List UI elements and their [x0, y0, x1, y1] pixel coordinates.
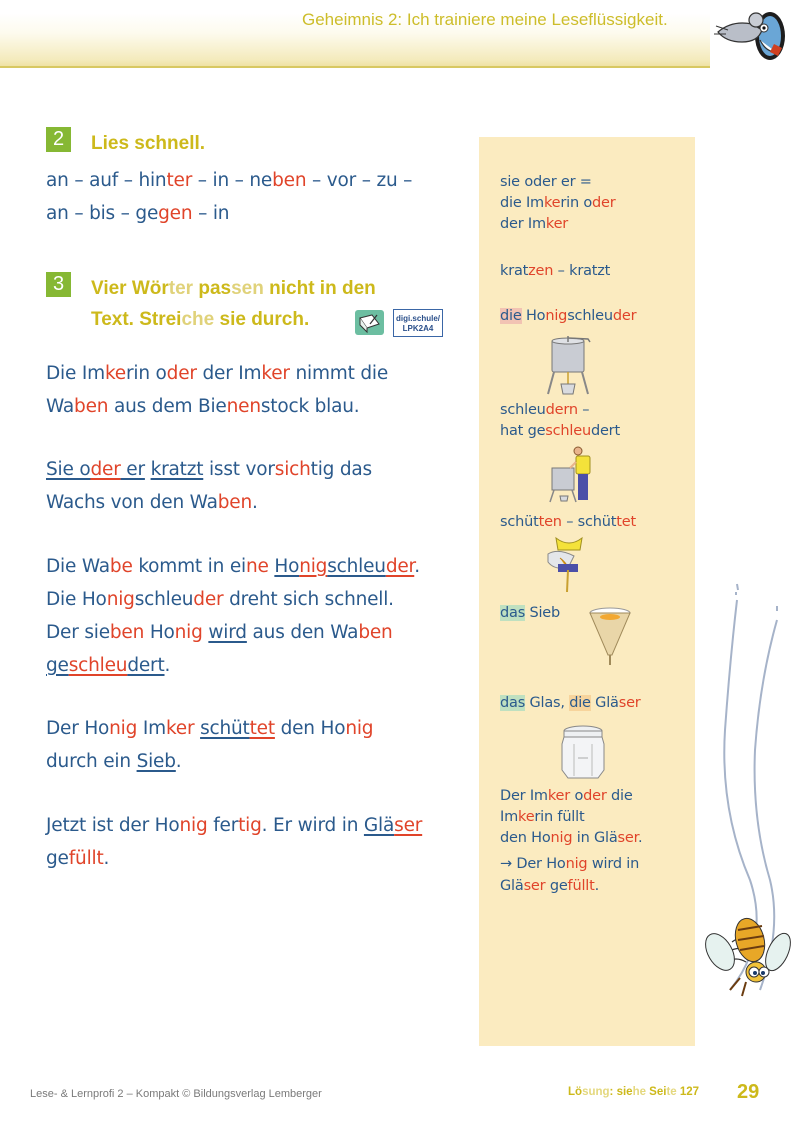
text-segment: tig das	[310, 459, 372, 480]
text-segment: hat ge	[500, 423, 546, 439]
text-segment: den Ho	[500, 830, 551, 846]
mouse-mascot-icon	[712, 6, 788, 62]
honey-jar-image	[560, 724, 606, 780]
text-segment: nig	[179, 815, 208, 836]
text-segment: dert	[127, 655, 165, 676]
text-segment: nig	[545, 308, 568, 324]
text-segment: .	[251, 492, 258, 513]
text-segment: – vor – zu –	[306, 170, 413, 191]
text-segment: rin o	[560, 195, 593, 211]
text-segment: Die Wa	[46, 556, 110, 577]
pouring-honey-image	[544, 536, 594, 594]
text-segment: der	[385, 556, 415, 577]
text-segment: schüt	[200, 718, 250, 739]
side-panel-line	[500, 603, 560, 624]
text-segment: gen	[158, 203, 193, 224]
link-label-line-1: digi.schule/	[395, 314, 440, 323]
text-segment: . Er wird in	[261, 815, 364, 836]
text-segment: ser	[618, 695, 641, 711]
text-segment: ser	[394, 815, 423, 836]
link-label-line-2: LPK2A4	[402, 324, 434, 333]
text-segment: Glä	[590, 695, 619, 711]
text-segment: Wa	[46, 396, 75, 417]
text-segment: –	[577, 402, 590, 418]
text-line	[46, 396, 359, 417]
text-line	[46, 622, 393, 643]
text-segment: ker	[545, 216, 569, 232]
text-segment: den Ho	[274, 718, 346, 739]
digital-resource-link[interactable]	[393, 309, 443, 337]
text-segment: rin o	[125, 363, 167, 384]
text-segment: ne	[245, 556, 269, 577]
text-segment: rin füllt	[534, 809, 585, 825]
text-line	[46, 492, 258, 513]
text-segment: durch ein	[46, 751, 137, 772]
text-segment: dreht sich schnell.	[223, 589, 394, 610]
task-title-line-2	[91, 304, 309, 336]
text-segment: der	[90, 459, 121, 480]
text-segment: ben	[272, 170, 307, 191]
text-segment: ter	[168, 278, 194, 299]
text-segment: ke	[518, 809, 535, 825]
text-segment: nig	[345, 718, 374, 739]
side-panel-line	[500, 512, 636, 533]
text-segment: ker	[165, 718, 195, 739]
text-line	[46, 751, 181, 772]
text-segment: das	[500, 605, 526, 621]
task-number-badge: 2	[46, 127, 71, 152]
text-segment: er	[120, 459, 145, 480]
text-segment: die	[606, 788, 633, 804]
text-segment: ker	[261, 363, 290, 384]
text-line	[46, 655, 170, 676]
text-segment: ker	[547, 788, 571, 804]
text-segment: füllt	[68, 848, 104, 869]
text-segment: schüt	[500, 514, 539, 530]
text-segment: nen	[226, 396, 261, 417]
text-segment: ben	[109, 622, 145, 643]
text-segment: pas	[193, 278, 232, 299]
text-segment: Im	[500, 809, 519, 825]
text-segment: an – auf – hin	[46, 170, 167, 191]
text-segment: ben	[74, 396, 109, 417]
text-segment: Text. Strei	[91, 309, 182, 330]
copyright-notice: Lese- & Lernprofi 2 – Kompakt © Bildungsverlag Lemberger	[30, 1088, 322, 1100]
text-line	[46, 718, 373, 739]
text-segment: be	[109, 556, 133, 577]
text-segment: → Der Ho	[500, 856, 566, 872]
side-panel-line	[500, 306, 636, 327]
text-segment: der Im	[196, 363, 262, 384]
text-segment: Die Im	[46, 363, 105, 384]
text-segment: Im	[137, 718, 166, 739]
tablet-exercise-icon[interactable]	[355, 310, 384, 335]
text-segment: die	[500, 308, 522, 324]
text-segment: ge	[46, 655, 69, 676]
text-segment: isst vor	[203, 459, 275, 480]
text-segment: wird in	[587, 856, 640, 872]
text-segment: Wachs von den Wa	[46, 492, 218, 513]
text-segment: Sieb	[525, 605, 561, 621]
text-segment: Der sie	[46, 622, 110, 643]
text-segment: .	[175, 751, 182, 772]
text-segment: che	[181, 309, 215, 330]
text-segment: – in – ne	[192, 170, 273, 191]
text-segment: ser	[617, 830, 639, 846]
text-line	[46, 459, 372, 480]
text-segment: der	[583, 788, 607, 804]
text-segment: tet	[616, 514, 636, 530]
text-line	[46, 363, 388, 384]
text-segment: ben	[358, 622, 393, 643]
honey-extractor-image	[540, 336, 600, 398]
text-segment: die	[569, 695, 591, 711]
beekeeper-at-extractor-image	[548, 446, 600, 504]
text-segment: .	[594, 878, 600, 894]
text-segment: sen	[231, 278, 264, 299]
text-line	[46, 848, 109, 869]
text-segment: : sie	[609, 1086, 633, 1098]
text-segment: he	[632, 1086, 646, 1098]
text-segment: Vier Wör	[91, 278, 169, 299]
text-segment: – kratzt	[553, 263, 611, 279]
text-segment: in Glä	[572, 830, 618, 846]
text-segment: füllt	[567, 878, 595, 894]
text-segment: sung	[582, 1086, 610, 1098]
text-segment: die Im	[500, 195, 544, 211]
text-segment: o	[570, 788, 584, 804]
text-segment: sie durch.	[214, 309, 310, 330]
text-segment: nig	[174, 622, 203, 643]
text-segment: .	[414, 556, 420, 577]
side-panel-line	[500, 172, 592, 193]
text-segment: nig	[565, 856, 588, 872]
text-segment: das	[500, 695, 526, 711]
text-segment: der Im	[500, 216, 546, 232]
text-segment: nicht in den	[263, 278, 376, 299]
text-segment: der	[193, 589, 224, 610]
text-line	[46, 556, 420, 577]
text-segment: nig	[550, 830, 573, 846]
text-segment: Sieb	[136, 751, 176, 772]
text-segment: ter	[166, 170, 193, 191]
text-segment: Lö	[568, 1086, 583, 1098]
text-segment: schleu	[500, 402, 546, 418]
side-panel-line	[500, 421, 620, 442]
text-segment: ge	[46, 848, 69, 869]
text-segment: 127	[676, 1086, 700, 1098]
side-panel-line	[500, 261, 610, 282]
text-segment: an – bis – ge	[46, 203, 159, 224]
text-segment: – in	[192, 203, 230, 224]
text-segment: Glä	[363, 815, 395, 836]
side-panel-line	[500, 828, 642, 849]
text-line	[46, 815, 422, 836]
text-segment: dert	[590, 423, 620, 439]
word-list-line	[46, 170, 412, 191]
text-segment: ke	[543, 195, 561, 211]
text-segment: fer	[207, 815, 239, 836]
task-number-badge: 3	[46, 272, 71, 297]
text-segment: tig	[238, 815, 262, 836]
text-segment: te	[666, 1086, 677, 1098]
side-panel-line	[500, 876, 599, 897]
text-segment: ge	[545, 878, 568, 894]
text-segment: nig	[106, 589, 135, 610]
text-line	[46, 589, 394, 610]
text-segment: Die Ho	[46, 589, 107, 610]
text-segment: ben	[217, 492, 252, 513]
text-segment: Ho	[274, 556, 300, 577]
text-segment: Sei	[645, 1086, 667, 1098]
text-segment: sie oder er =	[500, 174, 592, 190]
text-segment: nig	[109, 718, 138, 739]
text-segment: der	[612, 308, 637, 324]
side-panel-line	[500, 807, 584, 828]
text-segment: schleu	[134, 589, 194, 610]
text-segment: schleu	[567, 308, 613, 324]
side-panel-line	[500, 400, 589, 421]
sieve-image	[588, 607, 632, 667]
text-segment: Ho	[144, 622, 175, 643]
text-segment: Glas,	[525, 695, 570, 711]
word-list-line	[46, 203, 229, 224]
text-segment: schleu	[327, 556, 386, 577]
text-segment: ten	[538, 514, 562, 530]
solution-reference	[568, 1086, 699, 1098]
text-segment: .	[103, 848, 110, 869]
text-segment: Ho	[521, 308, 546, 324]
text-segment: dern	[545, 402, 578, 418]
text-segment: – schüt	[561, 514, 617, 530]
task-title-line-1	[91, 273, 376, 305]
text-segment: ser	[523, 878, 546, 894]
task-title: Lies schnell.	[91, 133, 206, 154]
text-segment: Jetzt ist der Ho	[46, 815, 180, 836]
text-segment: nimmt die	[289, 363, 389, 384]
text-segment: schleu	[545, 423, 591, 439]
text-segment: Sie o	[46, 459, 91, 480]
text-segment: kratzt	[150, 459, 204, 480]
text-segment: der	[592, 195, 616, 211]
side-panel-line	[500, 693, 641, 714]
side-panel-line	[500, 214, 568, 235]
text-segment: Der Im	[500, 788, 548, 804]
text-segment: wird	[208, 622, 247, 643]
text-segment: nig	[299, 556, 328, 577]
text-segment: aus dem Bie	[108, 396, 227, 417]
bee-illustration	[700, 580, 800, 1020]
text-segment: .	[638, 830, 643, 846]
side-panel-line	[500, 854, 639, 875]
text-segment: zen	[528, 263, 554, 279]
page-header-title: Geheimnis 2: Ich trainiere meine Leseflüssigkeit.	[302, 10, 668, 29]
text-segment: .	[164, 655, 171, 676]
side-panel-line	[500, 193, 616, 214]
page-number: 29	[737, 1081, 760, 1103]
text-segment: krat	[500, 263, 529, 279]
text-segment: aus den Wa	[246, 622, 359, 643]
text-segment: tet	[249, 718, 275, 739]
text-segment: kommt in ei	[132, 556, 246, 577]
text-segment: sich	[274, 459, 311, 480]
text-segment: schleu	[68, 655, 128, 676]
text-segment: Glä	[500, 878, 524, 894]
text-segment: stock blau.	[260, 396, 360, 417]
text-segment: der	[166, 363, 197, 384]
text-segment: ke	[104, 363, 126, 384]
side-panel-line	[500, 786, 633, 807]
text-segment: Der Ho	[46, 718, 110, 739]
